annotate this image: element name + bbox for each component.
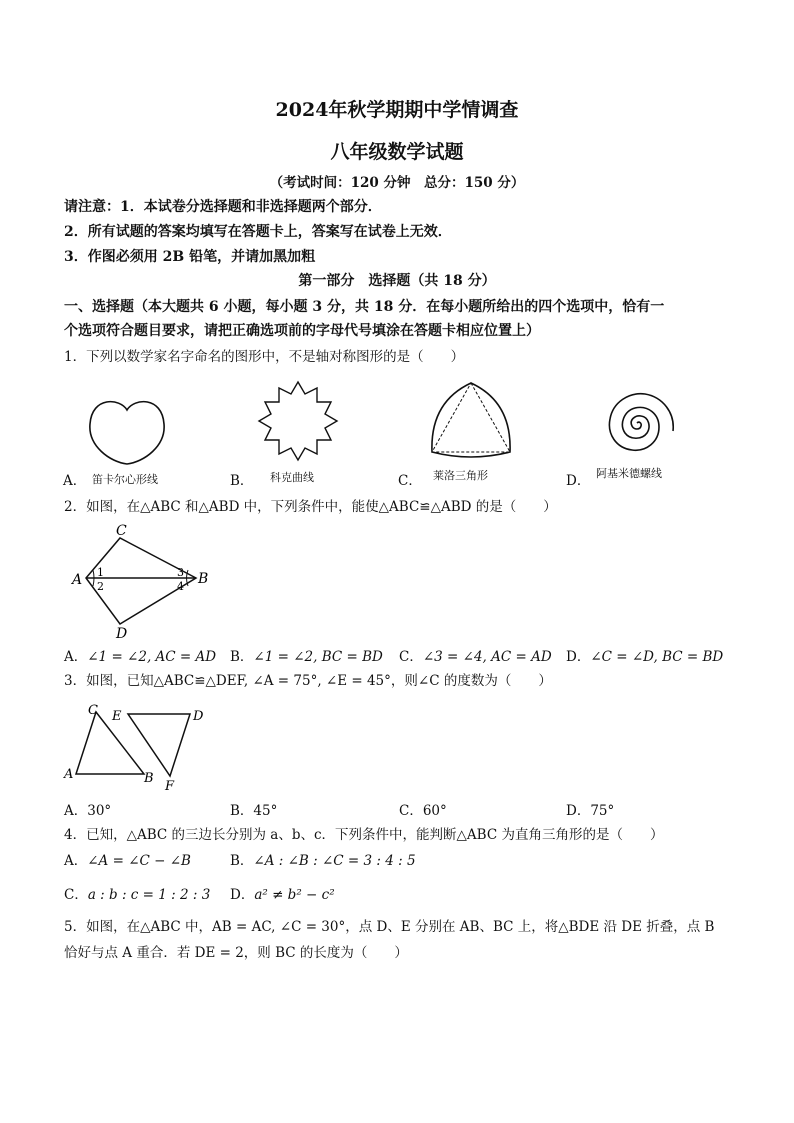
question-1-text: 1．下列以数学家名字命名的图形中，不是轴对称图形的是（ ） — [64, 349, 465, 365]
q2-kite-figure — [64, 520, 214, 644]
q3-option-d-letter: D． — [566, 803, 591, 819]
q3-option-d-text: 75° — [590, 803, 615, 819]
question-2-text: 2．如图，在△ABC 和△ABD 中，下列条件中，能使△ABC≌△ABD 的是（ ） — [64, 499, 557, 515]
q2-option-d-text: ∠C = ∠D, BC = BD — [590, 649, 724, 665]
note-1: 请注意：1．本试卷分选择题和非选择题两个部分． — [64, 199, 382, 215]
q2-option-c — [399, 648, 552, 666]
q2-option-b-text: ∠1 = ∠2, BC = BD — [253, 649, 383, 665]
q4-option-d-letter: D． — [230, 887, 255, 903]
q4-option-a — [64, 852, 191, 870]
q2-label-c: C — [116, 523, 127, 539]
q2-angle-3: 3 — [177, 566, 184, 579]
question-5-text-line2: 恰好与点 A 重合．若 DE = 2，则 BC 的长度为（ ） — [64, 945, 408, 961]
q2-label-a: A — [72, 572, 83, 588]
q4-option-b-text: ∠A : ∠B : ∠C = 3 : 4 : 5 — [253, 853, 416, 869]
q3-option-a — [64, 802, 111, 820]
question-3-text: 3．如图，已知△ABC≌△DEF, ∠A = 75°, ∠E = 45°，则∠C 的度数为（ ） — [64, 673, 552, 689]
q3-label-c: C — [88, 703, 98, 718]
note-3: 3．作图必须用 2B 铅笔，并请加黑加粗 — [64, 249, 316, 265]
exam-subtitle: 八年级数学试题 — [330, 141, 464, 163]
archimedean-spiral-figure — [590, 382, 684, 464]
q1-option-a-caption: 笛卡尔心形线 — [92, 473, 158, 486]
part1-instructions-line1: 一、选择题（本大题共 6 小题，每小题 3 分，共 18 分．在每小题所给出的四个选项中，恰有一 — [64, 299, 665, 315]
q4-option-b — [230, 852, 416, 870]
q4-option-b-letter: B． — [230, 853, 254, 869]
q2-option-d — [566, 648, 723, 666]
q2-option-c-text: ∠3 = ∠4, AC = AD — [422, 649, 552, 665]
q3-label-b: B — [144, 771, 154, 786]
q1-option-c-caption: 莱洛三角形 — [433, 469, 488, 482]
q4-option-c-letter: C． — [64, 887, 88, 903]
reuleaux-triangle-figure — [426, 380, 516, 460]
q3-label-e: E — [112, 709, 122, 724]
q3-option-c-letter: C． — [399, 803, 423, 819]
q2-angle-2: 2 — [97, 580, 104, 593]
q2-option-b-letter: B． — [230, 649, 254, 665]
exam-title: 2024年秋学期期中学情调查 — [275, 99, 519, 121]
q2-option-a-text: ∠1 = ∠2, AC = AD — [87, 649, 217, 665]
q4-option-c — [64, 886, 210, 904]
q3-option-a-letter: A． — [64, 803, 88, 819]
q3-option-b-letter: B． — [230, 803, 254, 819]
q3-label-d: D — [193, 709, 204, 724]
q3-label-f: F — [165, 779, 175, 792]
q1-option-d-caption: 阿基米德螺线 — [596, 467, 662, 480]
q1-option-b-letter: B． — [230, 473, 254, 489]
q3-option-c-text: 60° — [422, 803, 447, 819]
koch-curve-figure — [255, 378, 341, 464]
q2-option-c-letter: C． — [399, 649, 423, 665]
q2-angle-1: 1 — [97, 566, 104, 579]
q3-option-b-text: 45° — [253, 803, 278, 819]
question-4-text: 4．已知，△ABC 的三边长分别为 a、b、c．下列条件中，能判断△ABC 为直角三角形的是（ ） — [64, 827, 664, 843]
q3-option-d — [566, 802, 614, 820]
exam-info: （考试时间：120 分钟 总分：150 分） — [269, 175, 525, 191]
q4-option-a-text: ∠A = ∠C − ∠B — [87, 853, 191, 869]
q1-option-c-letter: C． — [398, 473, 422, 489]
q2-option-b — [230, 648, 383, 666]
q2-option-a — [64, 648, 216, 666]
q4-option-a-letter: A． — [64, 853, 88, 869]
q4-option-d — [230, 886, 335, 904]
q4-option-c-text: a : b : c = 1 : 2 : 3 — [87, 887, 211, 903]
note-2: 2．所有试题的答案均填写在答题卡上，答案写在试卷上无效． — [64, 224, 452, 240]
part1-instructions-line2: 个选项符合题目要求，请把正确选项前的字母代号填涂在答题卡相应位置上） — [64, 323, 540, 339]
q2-angle-4: 4 — [177, 580, 184, 593]
q3-option-c — [399, 802, 447, 820]
q1-option-d-letter: D． — [566, 473, 591, 489]
q3-triangles-figure — [60, 700, 220, 792]
cardioid-figure — [84, 396, 170, 466]
q1-option-a-letter: A． — [63, 473, 87, 489]
q2-option-d-letter: D． — [566, 649, 591, 665]
part1-heading: 第一部分 选择题（共 18 分） — [298, 273, 496, 289]
q3-label-a: A — [64, 767, 74, 782]
q2-label-b: B — [198, 571, 209, 587]
q2-option-a-letter: A． — [64, 649, 88, 665]
q4-option-d-text: a² ≠ b² − c² — [254, 887, 335, 903]
q2-label-d: D — [116, 626, 128, 642]
question-5-text-line1: 5．如图，在△ABC 中，AB = AC, ∠C = 30°，点 D、E 分别在 AB、BC 上，将△BDE 沿 DE 折叠，点 B — [64, 919, 715, 935]
q3-option-a-text: 30° — [87, 803, 112, 819]
q1-option-b-caption: 科克曲线 — [270, 471, 314, 484]
q3-option-b — [230, 802, 277, 820]
